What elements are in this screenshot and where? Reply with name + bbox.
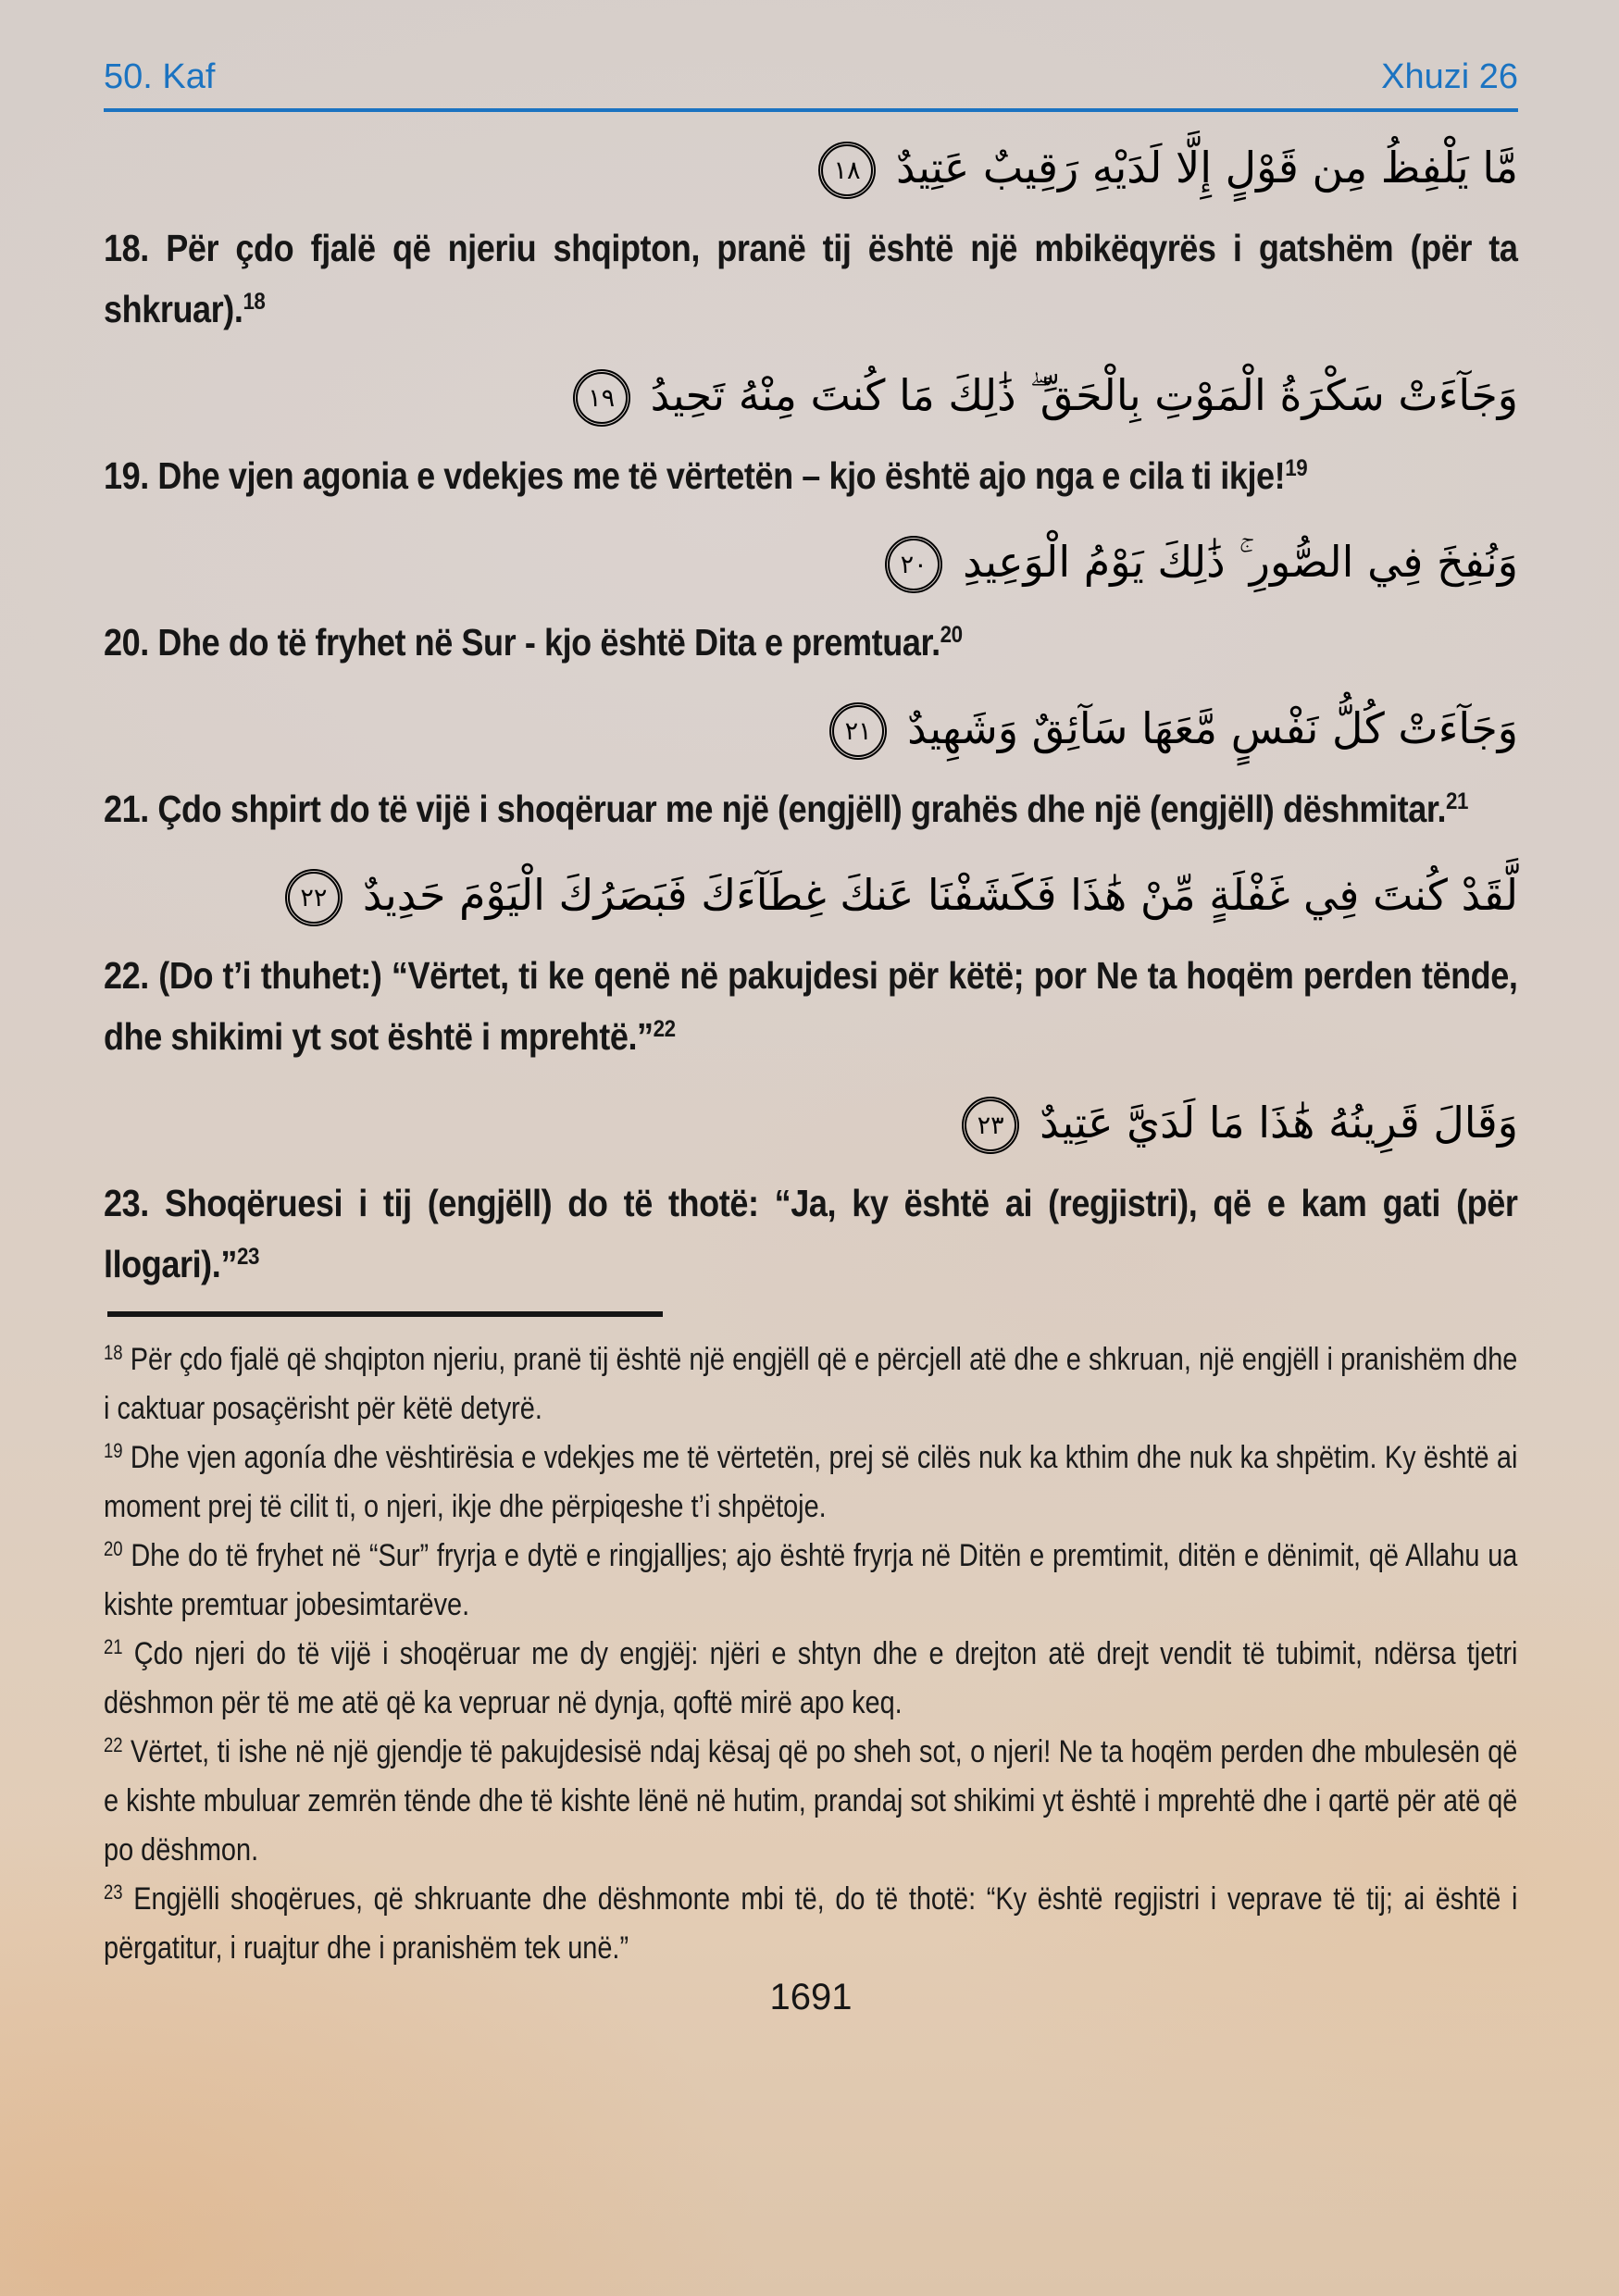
verse-translation-text: 20. Dhe do të fryhet në Sur - kjo është Dita e premtuar. [104,620,940,664]
footnote-ref: 18 [243,288,266,315]
page-number: 1691 [769,1976,853,2017]
verse-translation-text: 19. Dhe vjen agonia e vdekjes me të vërtetën – kjo është ajo nga e cila ti ikje! [104,453,1286,497]
footnote-number: 18 [104,1340,123,1364]
ayah-number-badge: ٢١ [829,702,887,760]
ayah-number-badge: ٢٣ [962,1097,1019,1154]
arabic-verse-text: وَجَآءَتْ سَكْرَةُ الْمَوْتِ بِالْحَقِّ ۖ ذَٰلِكَ مَا كُنتَ مِنْهُ تَحِيدُ [650,369,1518,420]
footnote-number: 20 [104,1536,123,1560]
arabic-verse-text: مَّا يَلْفِظُ مِن قَوْلٍ إِلَّا لَدَيْهِ رَقِيبٌ عَتِيدٌ [895,142,1518,192]
ayah-number-badge: ٢٠ [885,536,942,593]
ayah-number-badge: ١٨ [818,142,876,199]
verse-translation [104,1173,1518,1295]
footnote-ref: 21 [1446,788,1469,814]
footnote-item [104,1532,1517,1630]
arabic-verse-line [104,515,1518,608]
verse-translation-wrap [104,612,1518,673]
arabic-verse-text: وَجَآءَتْ كُلُّ نَفْسٍ مَّعَهَا سَآئِقٌ وَشَهِيدٌ [907,702,1518,753]
verse-translation-wrap [104,217,1518,340]
arabic-verse-text: لَّقَدْ كُنتَ فِي غَفْلَةٍ مِّنْ هَٰذَا فَكَشَفْنَا عَنكَ غِطَآءَكَ فَبَصَرُكَ الْيَوْمَ حَدِيدٌ [362,869,1518,920]
surah-title: 50. Kaf [104,57,216,96]
arabic-verse-line [104,349,1518,441]
footnote-item [104,1630,1517,1728]
verse-translation-text: 23. Shoqëruesi i tij (engjëll) do të thotë: “Ja, ky është ai (regjistri), që e kam gati (për llogari).” [104,1181,1518,1285]
page-header [104,0,1518,100]
verse-translation-wrap [104,445,1518,506]
footnote-text: Çdo njeri do të vijë i shoqëruar me dy engjëj: njëri e shtyn dhe e drejton atë drejt vendit të tubimit, ndërsa tjetri dëshmon për të me atë që ka vepruar në dynja, qoftë mirë apo keq. [104,1635,1518,1720]
footnote-text: Engjëlli shoqërues, që shkruante dhe dëshmonte mbi të, do të thotë: “Ky është regjistri i veprave të tij; ai është i përgatitur, i ruajtur dhe i pranishëm tek unë.” [104,1880,1518,1966]
arabic-verse-text: وَنُفِخَ فِي الصُّورِ ۚ ذَٰلِكَ يَوْمُ الْوَعِيدِ [963,536,1518,587]
footnote-ref: 22 [653,1015,676,1042]
verse-translation-wrap [104,778,1518,839]
verse-translation-wrap [104,945,1518,1067]
verse-translation [104,445,1518,506]
footnote-text: Për çdo fjalë që shqipton njeriu, pranë tij është një engjëll që e përcjell atë dhe e shkruan, një engjëll i pranishëm dhe i caktuar posaçërisht për këtë detyrë. [104,1341,1518,1426]
verse-translation-text: 18. Për çdo fjalë që njeriu shqipton, pranë tij është një mbikëqyrës i gatshëm (për ta shkruar). [104,226,1518,330]
page-content [104,0,1518,2018]
footnote-item [104,1335,1517,1433]
footnote-separator [107,1311,663,1317]
arabic-verse-line [104,1076,1518,1169]
footnote-item [104,1875,1517,1973]
ayah-number-badge: ٢٢ [285,869,342,926]
footnote-number: 23 [104,1880,123,1904]
arabic-verse-line [104,121,1518,214]
verse-translation-text: 21. Çdo shpirt do të vijë i shoqëruar me një (engjëll) grahës dhe një (engjëll) dëshmitar. [104,787,1447,830]
verse-translation [104,778,1518,839]
footnote-number: 22 [104,1732,123,1756]
juz-label: Xhuzi 26 [1381,57,1518,96]
footnote-item [104,1728,1517,1875]
footnote-text: Dhe do të fryhet në “Sur” fryrja e dytë e ringjalljes; ajo është fryrja në Ditën e premtimit, ditën e dënimit, që Allahu ua kishte premtuar jobesimtarëve. [104,1537,1518,1622]
footnote-text: Dhe vjen agonía dhe vështirësia e vdekjes me të vërtetën, prej së cilës nuk ka kthim dhe nuk ka shpëtim. Ky është ai moment prej të cilit ti, o njeri, ikje dhe përpiqeshe t’i shpëtoje. [104,1439,1518,1524]
ayah-number-badge: ١٩ [573,369,630,427]
footnote-number: 19 [104,1438,123,1462]
arabic-verse-line [104,849,1518,941]
footnote-ref: 23 [236,1243,259,1270]
verse-translation-wrap [104,1173,1518,1295]
verse-translation [104,217,1518,340]
header-divider [104,108,1518,112]
footnote-ref: 19 [1285,454,1308,481]
arabic-verse-text: وَقَالَ قَرِينُهُ هَٰذَا مَا لَدَيَّ عَتِيدٌ [1040,1097,1518,1148]
verse-translation-text: 22. (Do t’i thuhet:) “Vërtet, ti ke qenë në pakujdesi për këtë; por Ne ta hoqëm perden tënde, dhe shikimi yt sot është i mprehtë.” [104,953,1518,1058]
verse-translation [104,945,1518,1067]
footnote-ref: 20 [940,621,963,648]
footnote-text: Vërtet, ti ishe në një gjendje të pakujdesisë ndaj kësaj që po sheh sot, o njeri! Ne ta hoqëm perden dhe mbulesën që e kishte mbuluar zemrën tënde dhe të kishte lënë në hutim, prandaj sot shikimi yt është i mprehtë dhe i qartë për atë që po dëshmon. [104,1733,1518,1868]
footnotes-section [104,1335,1518,1973]
footnote-item [104,1433,1517,1532]
footnote-number: 21 [104,1634,123,1658]
arabic-verse-line [104,682,1518,775]
verse-translation [104,612,1518,673]
